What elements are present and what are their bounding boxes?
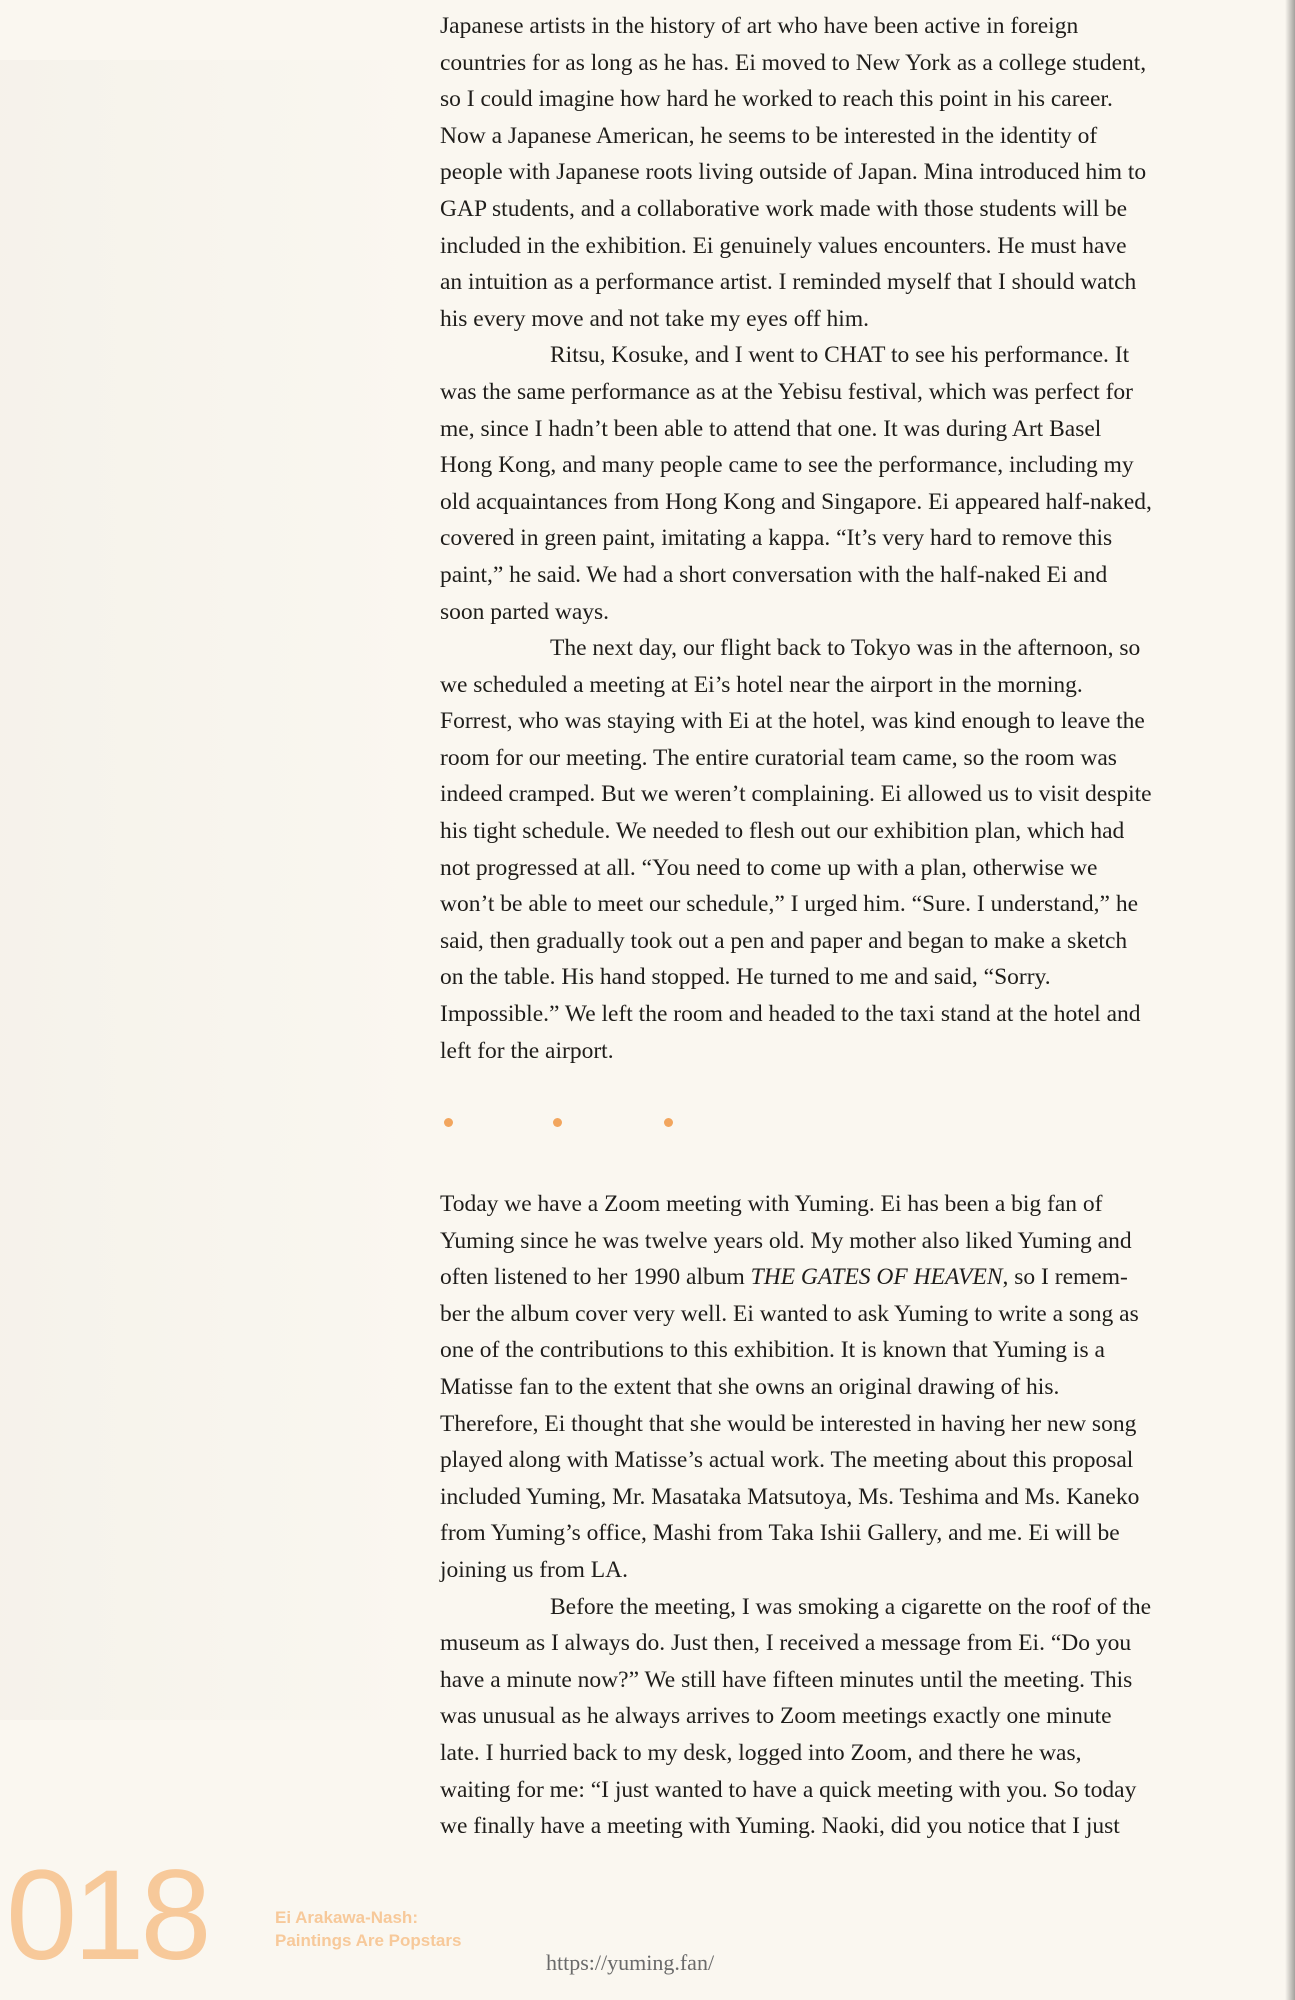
running-head-title: Paintings Are Popstars [275,1931,462,1950]
show-through-area [0,60,420,1720]
paragraph [440,8,1285,337]
text-line: paint,” he said. We had a short conversation with the half-naked Ei and [440,561,1108,588]
text-run: , so I remem- [1002,1264,1128,1291]
text-line: ber the album cover very well. Ei wanted to ask Yuming to write a song as [440,1300,1139,1327]
running-head [275,1906,461,1952]
text-line: was unusual as he always arrives to Zoom meetings exactly one minute [440,1703,1112,1730]
text-line: Matisse fan to the extent that she owns an original drawing of his. [440,1373,1060,1400]
text-line: Before the meeting, I was smoking a cigarette on the roof of the [550,1593,1152,1620]
watermark-url: https://yuming.fan/ [546,1950,715,1975]
text-line: we scheduled a meeting at Ei’s hotel near the airport in the morning. [440,671,1083,698]
text-line: joining us from LA. [440,1556,628,1583]
text-line: museum as I always do. Just then, I received a message from Ei. “Do you [440,1630,1132,1657]
text-line: Impossible.” We left the room and headed to the taxi stand at the hotel and [440,1001,1141,1028]
text-line: was the same performance as at the Yebisu festival, which was perfect for [440,378,1134,405]
text-line: soon parted ways. [440,598,610,625]
text-line: Hong Kong, and many people came to see the performance, including my [440,452,1134,479]
text-line: included in the exhibition. Ei genuinely values encounters. He must have [440,232,1127,259]
text-line: room for our meeting. The entire curatorial team came, so the room was [440,744,1117,771]
paragraph [440,1589,1285,1845]
running-head-artist: Ei Arakawa-Nash: [275,1908,418,1927]
paragraph [440,630,1285,1069]
divider-dot [444,1118,453,1127]
text-line: Forrest, who was staying with Ei at the hotel, was kind enough to leave the [440,708,1145,735]
text-line: his tight schedule. We needed to flesh out our exhibition plan, which had [440,818,1125,845]
text-line: GAP students, and a collaborative work made with those students will be [440,195,1128,222]
text-line [440,1259,1285,1296]
text-line: old acquaintances from Hong Kong and Singapore. Ei appeared half-naked, [440,488,1152,515]
text-line: The next day, our flight back to Tokyo was in the afternoon, so [550,635,1141,662]
text-line: played along with Matisse’s actual work. The meeting about this proposal [440,1447,1134,1474]
text-line: one of the contributions to this exhibition. It is known that Yuming is a [440,1337,1105,1364]
text-line: me, since I hadn’t been able to attend that one. It was during Art Basel [440,415,1102,442]
paragraph [440,1186,1285,1589]
text-run: often listened to her 1990 album [440,1264,751,1291]
text-line: included Yuming, Mr. Masataka Matsutoya, Ms. Teshima and Ms. Kaneko [440,1483,1140,1510]
text-line: left for the airport. [440,1037,614,1064]
text-line: Today we have a Zoom meeting with Yuming. Ei has been a big fan of [440,1191,1103,1217]
text-line: from Yuming’s office, Mashi from Taka Ishii Gallery, and me. Ei will be [440,1520,1120,1547]
text-line: Ritsu, Kosuke, and I went to CHAT to see his performance. It [550,342,1130,369]
album-title: THE GATES OF HEAVEN [750,1264,1003,1291]
body-text-section-1 [440,8,1285,1069]
text-line: Therefore, Ei thought that she would be interested in having her new song [440,1410,1137,1437]
text-line: late. I hurried back to my desk, logged into Zoom, and there he was, [440,1739,1082,1766]
page-number: 018 [6,1844,208,1987]
text-line: Now a Japanese American, he seems to be interested in the identity of [440,122,1098,149]
text-line: his every move and not take my eyes off him. [440,305,869,332]
section-divider-dots [444,1118,684,1130]
text-line: people with Japanese roots living outside of Japan. Mina introduced him to [440,159,1147,186]
text-line: said, then gradually took out a pen and paper and began to make a sketch [440,927,1128,954]
text-line: so I could imagine how hard he worked to reach this point in his career. [440,86,1113,113]
text-line: Yuming since he was twelve years old. My mother also liked Yuming and [440,1227,1132,1254]
paragraph [440,337,1285,630]
divider-dot [664,1118,673,1127]
text-line: indeed cramped. But we weren’t complaining. Ei allowed us to visit despite [440,781,1152,808]
divider-dot [553,1118,562,1127]
text-line: on the table. His hand stopped. He turned to me and said, “Sorry. [440,964,1051,991]
text-line: won’t be able to meet our schedule,” I urged him. “Sure. I understand,” he [440,891,1139,918]
text-line: not progressed at all. “You need to come up with a plan, otherwise we [440,854,1098,881]
page-edge-shadow [1285,0,1295,2000]
text-line: we finally have a meeting with Yuming. Naoki, did you notice that I just [440,1813,1120,1840]
text-line: countries for as long as he has. Ei moved to New York as a college student, [440,49,1147,76]
text-line: covered in green paint, imitating a kappa. “It’s very hard to remove this [440,525,1113,552]
body-text-section-2 [440,1186,1285,1845]
text-line: an intuition as a performance artist. I reminded myself that I should watch [440,269,1137,296]
text-line: Japanese artists in the history of art who have been active in foreign [440,13,1079,39]
text-line: have a minute now?” We still have fifteen minutes until the meeting. This [440,1666,1133,1693]
text-line: waiting for me: “I just wanted to have a quick meeting with you. So today [440,1776,1137,1803]
